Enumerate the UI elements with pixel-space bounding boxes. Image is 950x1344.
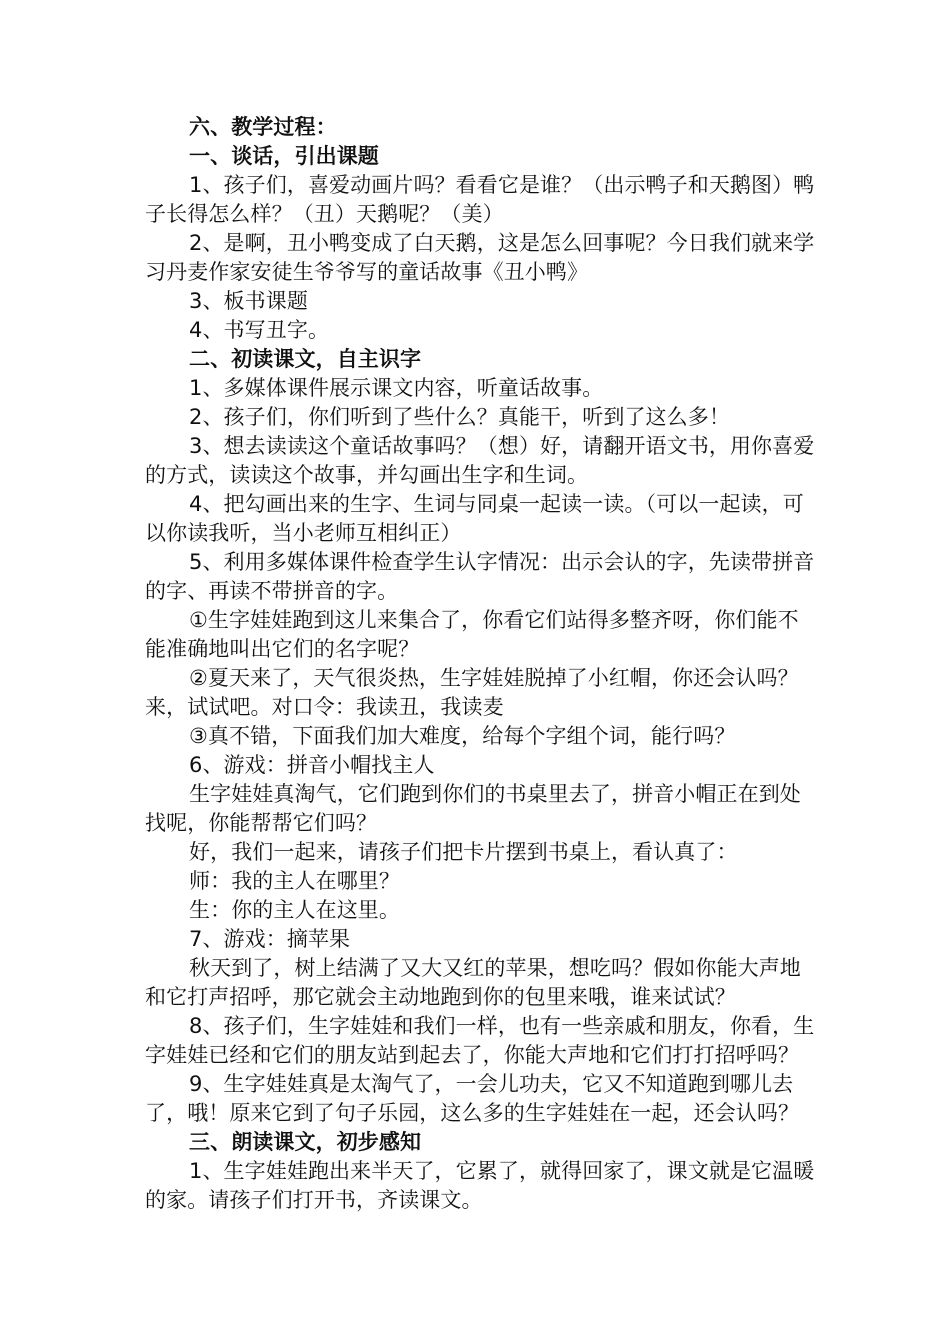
paragraph: 1、多媒体课件展示课文内容，听童话故事。 xyxy=(189,376,604,400)
paragraph: 秋天到了，树上结满了又大又红的苹果，想吃吗？假如你能大声地和它打声招呼，那它就会主动地跑到你的包里来哦，谁来试试？ xyxy=(145,956,801,1009)
paragraph: 1、孩子们，喜爱动画片吗？看看它是谁？（出示鸭子和天鹅图）鸭子长得怎么样？（丑）天鹅呢？（美） xyxy=(145,173,815,226)
paragraph: 2、是啊，丑小鸭变成了白天鹅，这是怎么回事呢？今日我们就来学习丹麦作家安徒生爷爷写的童话故事《丑小鸭》 xyxy=(145,231,815,284)
document-page xyxy=(145,113,817,1215)
paragraph: ①生字娃娃跑到这儿来集合了，你看它们站得多整齐呀，你们能不能准确地叫出它们的名字呢？ xyxy=(145,608,799,661)
paragraph: 9、生字娃娃真是太淘气了，一会儿功夫，它又不知道跑到哪儿去了，哦！原来它到了句子乐园，这么多的生字娃娃在一起，还会认吗？ xyxy=(145,1072,800,1125)
paragraph: 好，我们一起来，请孩子们把卡片摆到书桌上，看认真了： xyxy=(189,840,738,864)
paragraph: 8、孩子们，生字娃娃和我们一样，也有一些亲戚和朋友，你看，生字娃娃已经和它们的朋友站到起去了，你能大声地和它们打打招呼吗？ xyxy=(145,1014,815,1067)
paragraph: 1、生字娃娃跑出来半天了，它累了，就得回家了，课文就是它温暖的家。请孩子们打开书，齐读课文。 xyxy=(145,1159,815,1212)
section-heading: 三、朗读课文，初步感知 xyxy=(189,1130,422,1154)
paragraph: 生字娃娃真淘气，它们跑到你们的书桌里去了，拼音小帽正在到处找呢，你能帮帮它们吗？ xyxy=(145,782,801,835)
paragraph: ②夏天来了，天气很炎热，生字娃娃脱掉了小红帽，你还会认吗？来，试试吧。对口令：我读丑，我读麦 xyxy=(145,666,799,719)
paragraph: 4、书写丑字。 xyxy=(189,318,330,342)
paragraph: 3、想去读读这个童话故事吗？（想）好，请翻开语文书，用你喜爱的方式，读读这个故事，并勾画出生字和生词。 xyxy=(145,434,815,487)
paragraph: 7、游戏：摘苹果 xyxy=(189,927,351,951)
paragraph: 5、利用多媒体课件检查学生认字情况：出示会认的字，先读带拼音的字、再读不带拼音的字。 xyxy=(145,550,815,603)
section-heading: 二、初读课文，自主识字 xyxy=(189,347,422,371)
paragraph: 3、板书课题 xyxy=(189,289,308,313)
paragraph: ③真不错，下面我们加大难度，给每个字组个词，能行吗？ xyxy=(189,724,736,748)
paragraph: 4、把勾画出来的生字、生词与同桌一起读一读。（可以一起读，可以你读我听，当小老师互相纠正） xyxy=(145,492,804,545)
paragraph: 6、游戏：拼音小帽找主人 xyxy=(189,753,435,777)
paragraph: 师：我的主人在哪里？ xyxy=(189,869,400,893)
paragraph: 生：你的主人在这里。 xyxy=(189,898,400,922)
section-heading: 一、谈话，引出课题 xyxy=(189,144,379,168)
section-heading: 六、教学过程： xyxy=(189,115,337,139)
paragraph: 2、孩子们，你们听到了些什么？真能干，听到了这么多！ xyxy=(189,405,730,429)
